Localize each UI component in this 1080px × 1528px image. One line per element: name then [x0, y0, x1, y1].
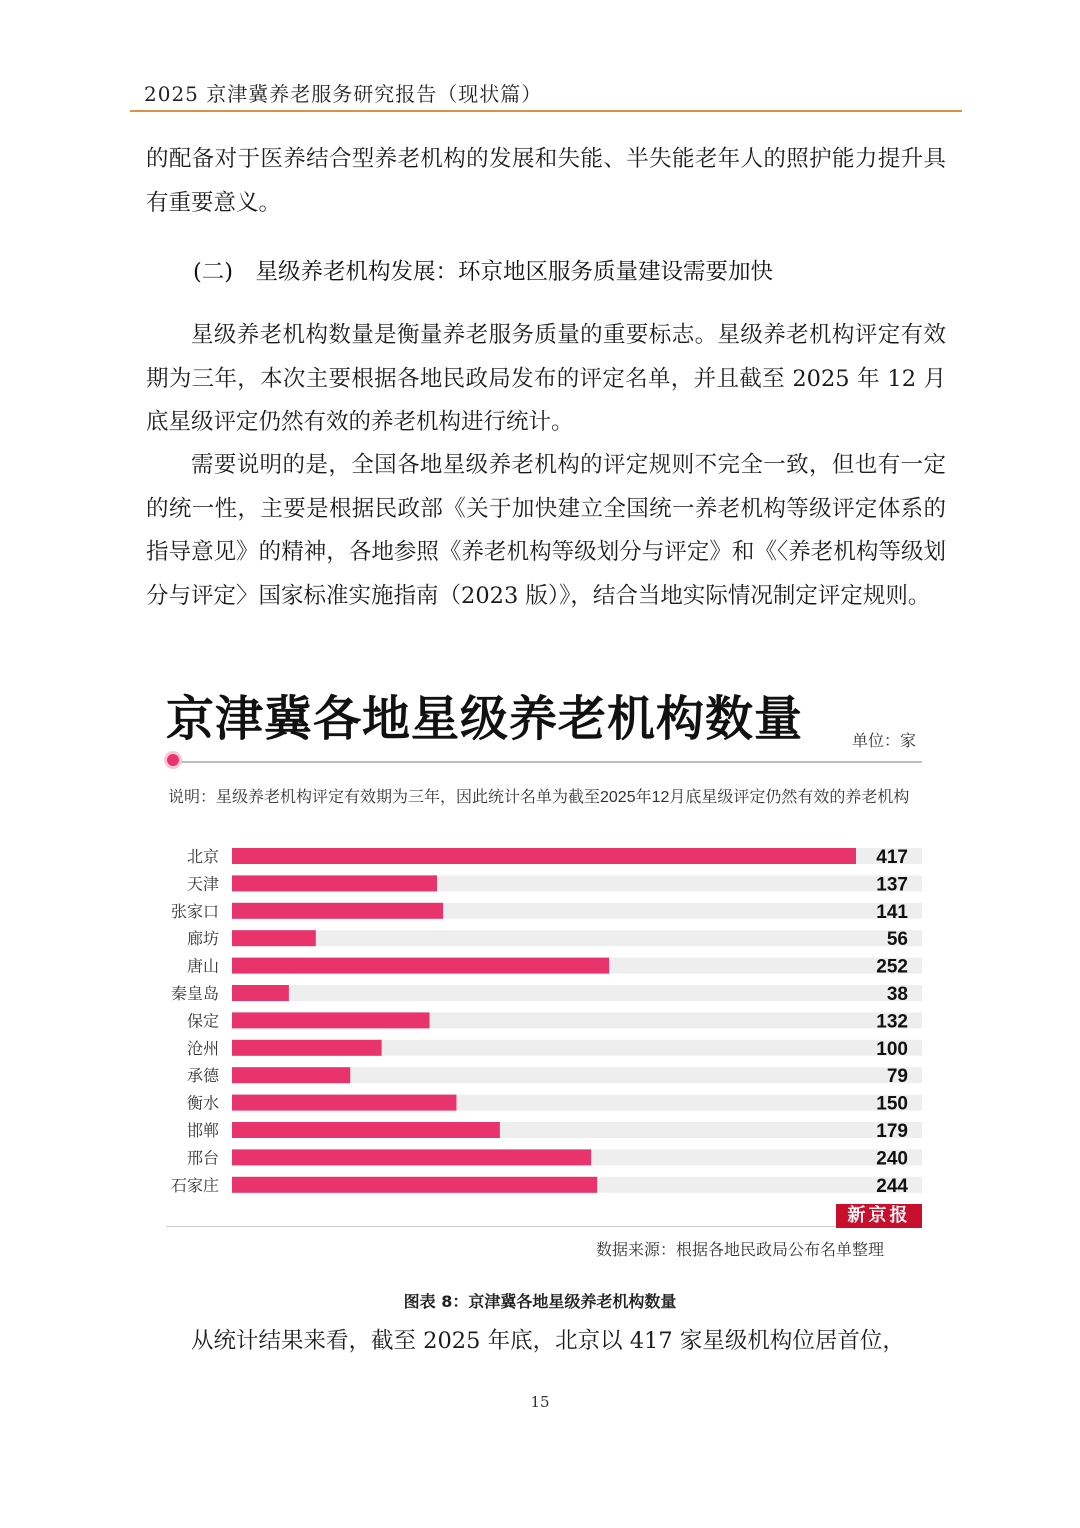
bar — [232, 903, 443, 919]
category-label: 衡水 — [186, 1095, 219, 1113]
chart-source: 数据来源：根据各地民政局公布名单整理 — [596, 1242, 885, 1259]
data-label: 79 — [886, 1066, 908, 1088]
bar — [232, 1012, 430, 1028]
bar — [232, 1122, 500, 1138]
chart-baseline — [166, 1226, 922, 1227]
brand-logo: 新京报 — [836, 1204, 922, 1228]
data-label: 141 — [876, 901, 908, 923]
paragraph-1: 的配备对于医养结合型养老机构的发展和失能、半失能老年人的照护能力提升具有重要意义。 — [146, 146, 946, 216]
bar — [232, 958, 609, 974]
data-label: 150 — [876, 1093, 908, 1115]
category-label: 承德 — [186, 1068, 219, 1086]
bar — [232, 1095, 456, 1111]
bar — [232, 1177, 597, 1193]
section-subheading: (二) 星级养老机构发展：环京地区服务质量建设需要加快 — [193, 259, 774, 285]
data-label: 137 — [876, 874, 908, 896]
header-title: 2025 京津冀养老服务研究报告（现状篇） — [144, 82, 543, 106]
paragraph-4: 从统计结果来看，截至 2025 年底，北京以 417 家星级机构位居首位， — [191, 1328, 905, 1354]
data-label: 252 — [876, 956, 908, 978]
bar-track — [232, 930, 922, 946]
bar-track — [232, 985, 922, 1001]
data-label: 417 — [876, 847, 908, 868]
category-label: 天津 — [186, 876, 219, 894]
category-label: 唐山 — [186, 958, 219, 976]
data-label: 56 — [886, 929, 908, 951]
category-label: 秦皇岛 — [170, 986, 219, 1003]
data-label: 244 — [876, 1175, 908, 1197]
category-label: 石家庄 — [170, 1177, 219, 1195]
bar — [232, 1067, 350, 1083]
paragraph-3: 需要说明的是，全国各地星级养老机构的评定规则不完全一致，但也有一定的统一性，主要是根据民政部《关于加快建立全国统一养老机构等级评定体系的指导意见》的精神，各地参照《养老机构等级划分与评定》和《〈养老机构等级划分与评定〉国家标准实施指南（2023 版）》，结合当地实际情况制定评定规则。 — [146, 452, 946, 609]
bar — [232, 1040, 382, 1056]
category-label: 邢台 — [186, 1150, 219, 1168]
data-label: 38 — [886, 984, 908, 1005]
category-label: 保定 — [186, 1013, 219, 1031]
bar — [232, 875, 437, 891]
page-number: 15 — [530, 1393, 550, 1411]
data-label: 240 — [876, 1148, 908, 1170]
category-label: 沧州 — [186, 1040, 219, 1058]
data-label: 132 — [876, 1011, 908, 1033]
data-label: 179 — [876, 1121, 908, 1142]
paragraph-2: 星级养老机构数量是衡量养老服务质量的重要标志。星级养老机构评定有效期为三年，本次主要根据各地民政局发布的评定名单，并且截至 2025 年 12 月底星级评定仍然有效的养老机构进行统计。 — [146, 322, 946, 435]
category-label: 邯郸 — [186, 1123, 219, 1140]
chart-unit: 单位：家 — [852, 733, 917, 750]
category-label: 张家口 — [170, 903, 219, 921]
bar — [232, 848, 856, 864]
bar — [232, 985, 289, 1001]
bar — [232, 1149, 591, 1165]
chart-title: 京津冀各地星级养老机构数量 — [166, 691, 804, 747]
category-label: 北京 — [186, 849, 219, 866]
bar — [232, 930, 316, 946]
category-label: 廊坊 — [186, 931, 219, 949]
chart-note: 说明：星级养老机构评定有效期为三年，因此统计名单为截至2025年12月底星级评定仍然有效的养老机构 — [168, 789, 910, 806]
figure-caption: 图表 8：京津冀各地星级养老机构数量 — [403, 1292, 677, 1311]
data-label: 100 — [876, 1038, 908, 1060]
